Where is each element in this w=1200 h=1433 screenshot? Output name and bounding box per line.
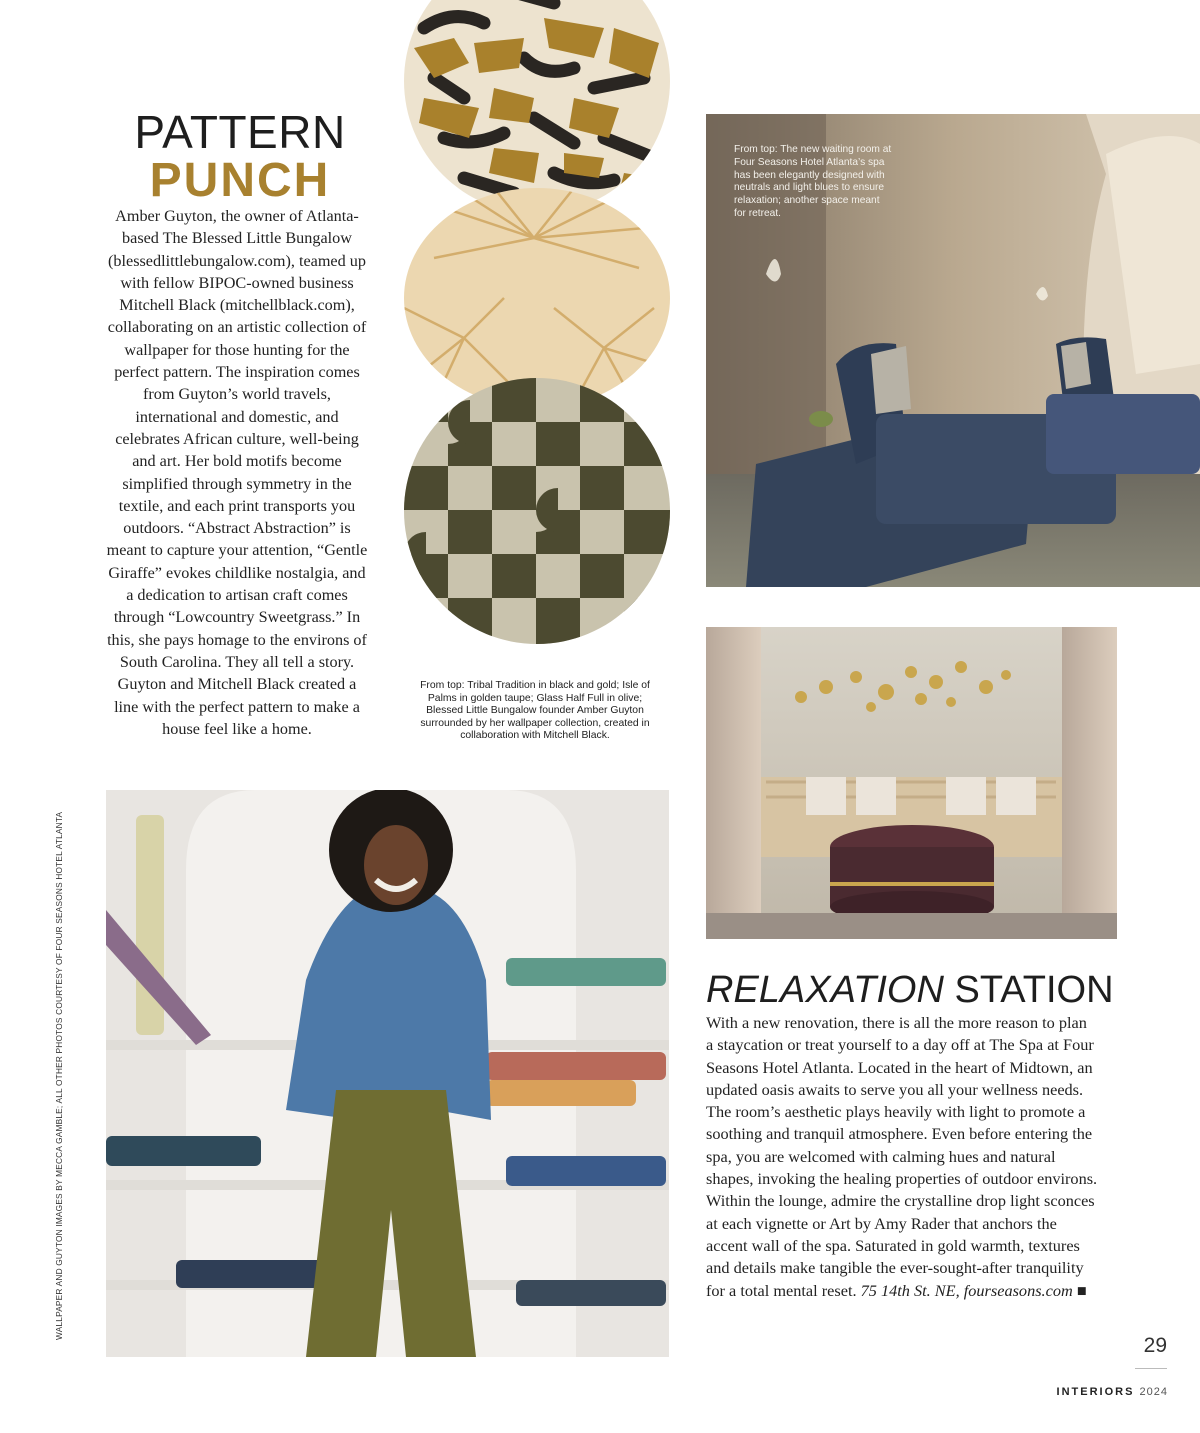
spa-address: 75 14th St. NE, fourseasons.com <box>860 1280 1073 1300</box>
spa-body-text: With a new renovation, there is all the more reason to plan a staycation or treat yourself to a day off at The Spa at Four Seasons Hotel Atlanta. Located in the heart of Midtown, an updated oasis awaits to serve you all your wellness needs. The room’s aesthetic plays heavily with light to promote a soothing and tranquil atmosphere. Even before entering the spa, you are welcomed with calming hues and natural shapes, invoking the healing properties of outdoor environs. Within the lounge, admire the crystalline drop light sconces at each vignette or Art by Amy Rader that anchors the accent wall of the spa. Saturated in gold warmth, textures and details make tangible the ever-sought-after tranquility for a total mental reset. <box>706 1013 1098 1300</box>
headline-pattern: PATTERN <box>134 106 346 158</box>
pattern-story-body: Amber Guyton, the owner of Atlanta-based The Blessed Little Bungalow (blessedlittlebungalow.com), teamed up with fellow BIPOC-owned business Mitchell Black (mitchellblack.com), collaborating on an artistic collection of wallpaper for those hunting for the perfect pattern. The inspiration comes from Guyton’s world travels, international and domestic, and celebrates African culture, well-being and art. Her bold motifs become simplified through symmetry in the textile, and each print transports you outdoors. “Abstract Abstraction” is meant to capture your attention, “Gentle Giraffe” evokes childlike nostalgia, and a dedication to artisan craft comes through “Lowcountry Sweetgrass.” In this, she pays homage to the environs of South Carolina. They all tell a story. Guyton and Mitchell Black created a line with the perfect pattern to make a house feel like a home. <box>106 207 368 738</box>
headline-relaxation-station <box>706 967 1126 1013</box>
magazine-name: INTERIORS <box>1056 1386 1135 1398</box>
headline-station: STATION <box>943 969 1114 1011</box>
glass-half-full-swatch <box>404 378 670 644</box>
pattern-photo-caption: From top: Tribal Tradition in black and gold; Isle of Palms in golden taupe; Glass Half Full in olive; Blessed Little Bungalow founder Amber Guyton surrounded by her wallpaper collection, created in collaboration with Mitchell Black. <box>420 680 650 741</box>
headline-relaxation: RELAXATION <box>706 969 944 1011</box>
spa-photo-caption: From top: The new waiting room at Four Seasons Hotel Atlanta’s spa has been elegantly designed with neutrals and light blues to ensure relaxation; another space meant for retreat. <box>734 144 892 219</box>
spa-story-body <box>706 1012 1098 1302</box>
tribal-tradition-swatch <box>404 0 670 214</box>
amber-guyton-photo <box>106 790 669 1357</box>
spa-lounge-photo <box>706 627 1117 939</box>
photo-credit: WALLPAPER AND GUYTON IMAGES BY MECCA GAMBLE; ALL OTHER PHOTOS COURTESY OF FOUR SEASONS HOTEL ATLANTA <box>54 811 64 1340</box>
end-mark: ■ <box>1076 1280 1087 1300</box>
folio-divider <box>1135 1368 1167 1369</box>
folio-line <box>1000 1386 1168 1398</box>
isle-of-palms-swatch <box>404 188 670 408</box>
page-number: 29 <box>1143 1334 1167 1357</box>
issue-year: 2024 <box>1139 1386 1168 1398</box>
headline-punch: PUNCH <box>149 154 331 207</box>
